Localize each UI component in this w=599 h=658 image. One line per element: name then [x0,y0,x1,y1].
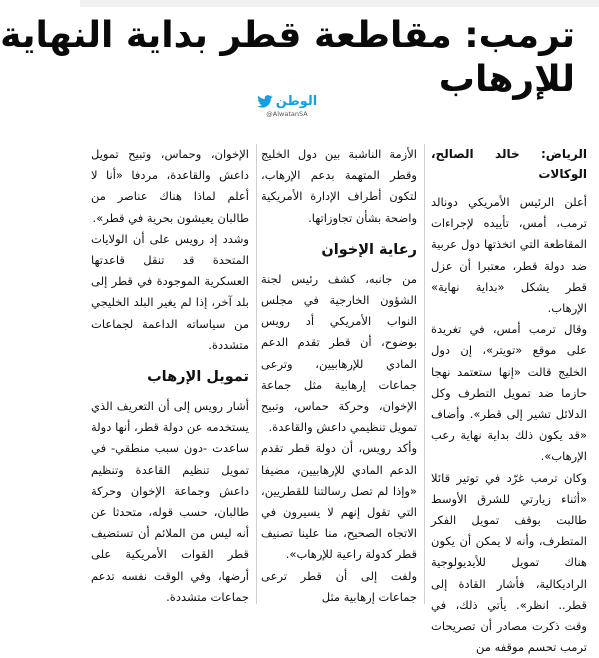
article-byline: الرياض: خالد الصالح، الوكالات [431,147,587,181]
top-edge-strip [80,0,599,7]
paragraph: وشدد إد رويس على أن الولايات المتحدة قد تنقل قاعدتها العسكرية الموجودة في قطر إلى بلد آخر، إذا لم يغير البلد الخليجي من سياساته الداعمة لجماعات متشددة. [91,231,249,352]
brand-handle: @AlwatanSA [266,110,308,118]
brand-name: الوطن [275,94,318,109]
article-column-left [91,144,249,604]
twitter-bird-icon [257,95,273,108]
paragraph: وكان ترمب غرّد في توتير قائلا «أثناء زيارتي للشرق الأوسط طالبت بوقف تمويل الفكر المتطرف، وأنه لا يمكن أن يكون هناك تمويل للأيديولوجية الراديكالية، فأشار القادة إلى قطر.. انظر». يأتي ذلك، في وقت ذكرت مصادر أن تصريحات ترمب تحسم موقفه من [431,470,587,655]
brand-logo-row [256,94,318,109]
article-column-middle [261,144,417,604]
paragraph: الإخوان، وحماس، وتبيح تمويل داعش والقاعدة، مردفا «أنا لا أعلم لماذا هناك عناصر من طالبان يعيشون بحرية في قطر». [91,147,249,225]
column-divider [256,144,257,604]
paragraph: الأزمة الناشبة بين دول الخليج وقطر المتهمة بدعم الإرهاب، لتكون أطراف الإدارة الأمريكية واضحة بشأن تجاوزاتها. [261,147,417,225]
paragraph: ولفت إلى أن قطر ترعى جماعات إرهابية مثل [261,568,417,604]
paragraph: وقال ترمب أمس، في تغريدة على موقع «تويتر»، إن دول الخليج قالت «إنها ستعتمد نهجا حازما ضد تمويل التطرف وكل الدلائل تشير إلى قطر». وأضاف «قد يكون ذلك بداية نهاية رعب الإرهاب». [431,322,587,464]
paragraph: أعلن الرئيس الأمريكي دونالد ترمب، أمس، تأييده لإجراءات المقاطعة التي اتخذتها دول عربية ضد دولة قطر، معتبرا أن عزل قطر يشكل «بداية نهاية» الإرهاب. [431,195,587,316]
headline-line-2: للإرهاب [438,59,575,100]
paragraph: من جانبه، كشف رئيس لجنة الشؤون الخارجية في مجلس النواب الأمريكي أد رويس بوضوح، أن قطر تقدم الدعم المادي للإرهابيين، وترعى جماعات إرهابية مثل جماعة الإخوان، وحركة حماس، وتبيح تمويل تنظيمي داعش والقاعدة. [261,271,417,435]
article-headline [0,14,575,102]
headline-line-1: ترمب: مقاطعة قطر بداية النهاية [0,15,575,56]
column-divider [424,144,425,604]
brand-logo [256,94,318,124]
article-column-right [431,144,587,655]
paragraph: وأكد رويس، أن دولة قطر تقدم الدعم المادي للإرهابيين، مضيفا «وإذا لم تصل رسالتنا للقطريين، التي تقول إنهم لا يسيرون في الاتجاه الصحيح، منا علينا تصنيف قطر كدولة راعية للإرهاب». [261,441,417,562]
paragraph: أشار رويس إلى أن التعريف الذي يستخدمه عن دولة قطر، أنها دولة ساعدت -دون سبب منطقي- في تمويل تنظيم القاعدة وتنظيم داعش وجماعة الإخوان وحركة طالبان، حسب قوله، متحدثا عن أنه ليس من الملائم أن تستضيف قطر القوات الأمريكية على أرضها، وفي الوقت نفسه تدعم جماعات متشددة. [91,399,249,604]
section-subhead: رعاية الإخوان [321,241,417,258]
section-subhead: تمويل الإرهاب [147,369,249,386]
